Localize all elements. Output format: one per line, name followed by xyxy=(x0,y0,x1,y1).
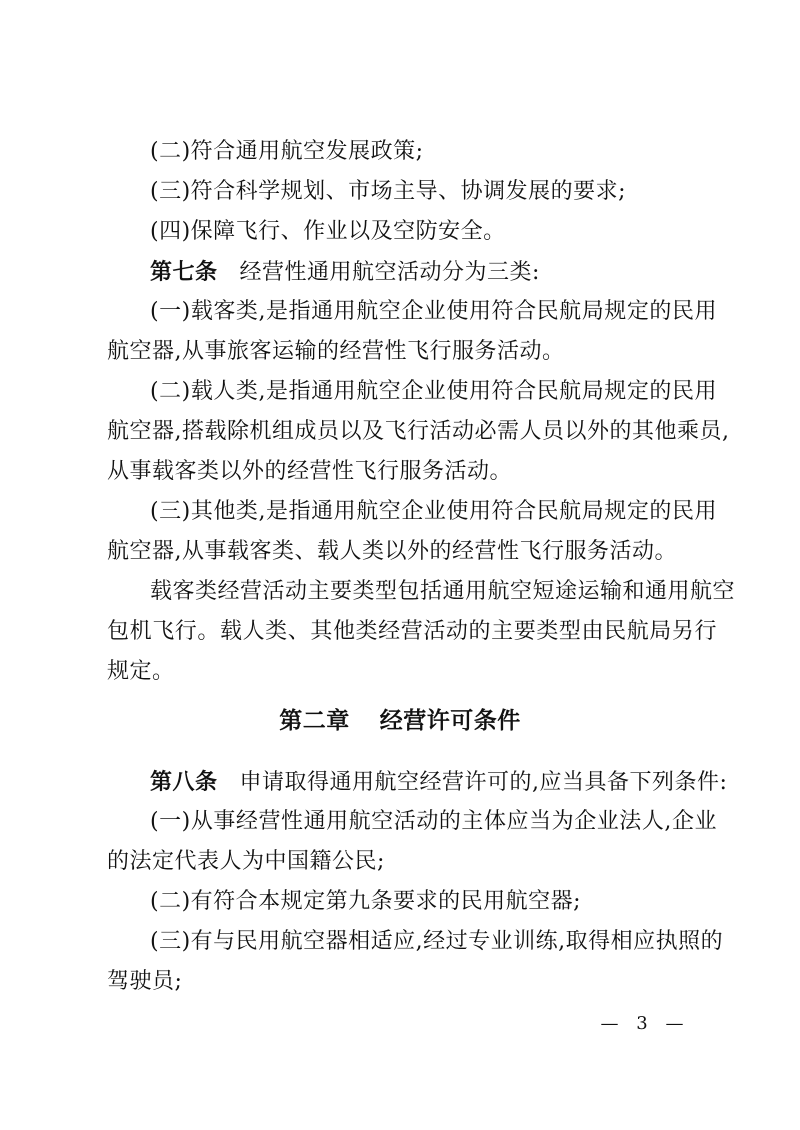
text-line: 载客类经营活动主要类型包括通用航空短途运输和通用航空 xyxy=(150,579,736,604)
text-line: (二)有符合本规定第九条要求的民用航空器; xyxy=(150,889,582,914)
article-8-label: 第八条 xyxy=(150,769,218,795)
text-line: 航空器,从事旅客运输的经营性飞行服务活动。 xyxy=(107,339,565,364)
text-line: 航空器,搭载除机组成员以及飞行活动必需人员以外的其他乘员, xyxy=(107,419,730,444)
text-line: (四)保障飞行、作业以及空防安全。 xyxy=(150,219,506,244)
text-line: 规定。 xyxy=(107,659,175,684)
text-line: 驾驶员; xyxy=(107,969,183,994)
text-line: (三)有与民用航空器相适应,经过专业训练,取得相应执照的 xyxy=(150,929,724,954)
chapter-title: 经营许可条件 xyxy=(379,707,521,734)
article-7-paragraph xyxy=(150,257,717,287)
chapter-heading xyxy=(0,705,800,737)
chapter-label: 第二章 xyxy=(279,707,350,734)
article-8-paragraph xyxy=(150,767,728,797)
text-line: 的法定代表人为中国籍公民; xyxy=(107,849,385,874)
text-line: 航空器,从事载客类、载人类以外的经营性飞行服务活动。 xyxy=(107,539,677,564)
text-line: (二)载人类,是指通用航空企业使用符合民航局规定的民用 xyxy=(150,379,717,404)
text-line: 包机飞行。载人类、其他类经营活动的主要类型由民航局另行 xyxy=(107,619,717,644)
text-line: (三)符合科学规划、市场主导、协调发展的要求; xyxy=(150,179,627,204)
text-line: (一)从事经营性通用航空活动的主体应当为企业法人,企业 xyxy=(150,809,717,834)
text-line: 申请取得通用航空经营许可的,应当具备下列条件: xyxy=(239,770,728,795)
article-7-label: 第七条 xyxy=(150,259,218,285)
text-line: (三)其他类,是指通用航空企业使用符合民航局规定的民用 xyxy=(150,499,717,524)
text-line: 经营性通用航空活动分为三类: xyxy=(239,260,540,285)
text-line: (二)符合通用航空发展政策; xyxy=(150,139,424,164)
text-line: (一)载客类,是指通用航空企业使用符合民航局规定的民用 xyxy=(150,299,717,324)
page-number: — 3 — xyxy=(600,1013,690,1034)
text-line: 从事载客类以外的经营性飞行服务活动。 xyxy=(107,459,513,484)
